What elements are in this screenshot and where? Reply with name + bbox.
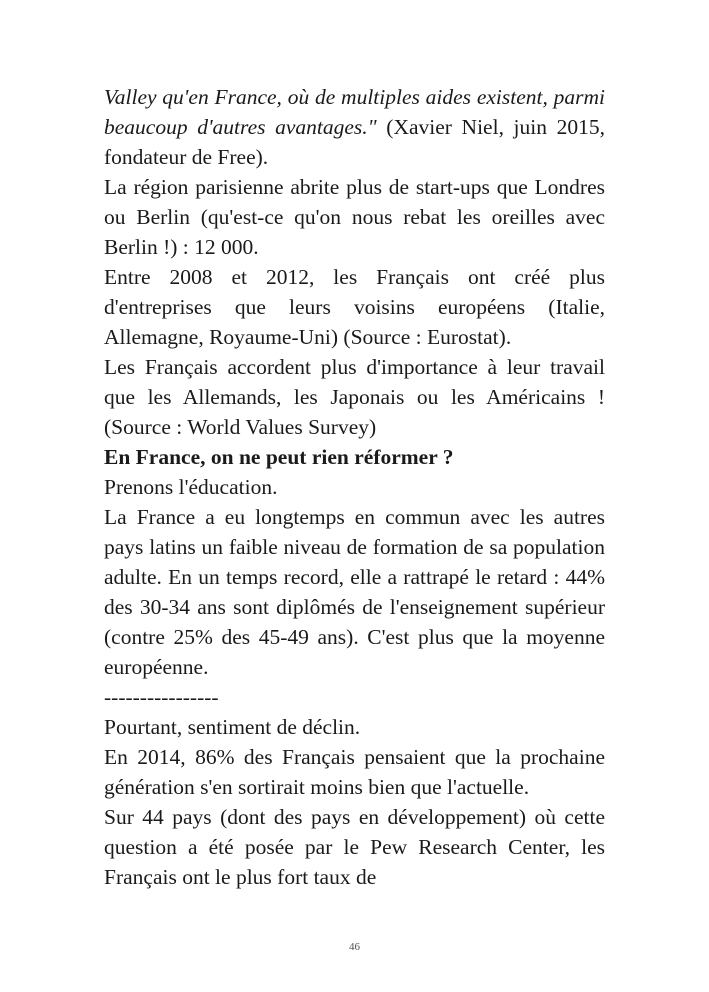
paragraph-enterprises: Entre 2008 et 2012, les Français ont créé plus d'entreprises que leurs voisins européens (Italie, Allemagne, Royaume-Uni) (Source : Eurostat).: [104, 265, 605, 349]
quote-attribution: (Xavier Niel, juin 2015, fondateur de Free).: [104, 115, 605, 169]
paragraph-education-detail: La France a eu longtemps en commun avec les autres pays latins un faible niveau de formation de sa population adulte. En un temps record, elle a rattrapé le retard : 44% des 30-34 ans sont diplômés de l'enseignement supérieur (contre 25% des 45-49 ans). C'est plus que la moyenne européenne.: [104, 505, 605, 679]
paragraph-work-values: Les Français accordent plus d'importance à leur travail que les Allemands, les Japonais ou les Américains ! (Source : World Values Survey): [104, 355, 605, 439]
paragraph-startups: La région parisienne abrite plus de start-ups que Londres ou Berlin (qu'est-ce qu'on nous rebat les oreilles avec Berlin !) : 12 000.: [104, 175, 605, 259]
section-heading: En France, on ne peut rien réformer ?: [104, 445, 454, 469]
page-number: 46: [349, 941, 360, 953]
paragraph-quote-end: [104, 82, 605, 172]
page-body: [104, 82, 605, 892]
quote-italic: Valley qu'en France, où de multiples aides existent, parmi beaucoup d'autres avantages.": [104, 85, 605, 139]
paragraph-2014-survey: En 2014, 86% des Français pensaient que la prochaine génération s'en sortirait moins bien que l'actuelle.: [104, 745, 605, 799]
paragraph-pew-research: Sur 44 pays (dont des pays en développement) où cette question a été posée par le Pew Research Center, les Français ont le plus fort taux de: [104, 805, 605, 889]
separator-line: ----------------: [104, 685, 219, 709]
paragraph-decline: Pourtant, sentiment de déclin.: [104, 715, 361, 739]
paragraph-education: Prenons l'éducation.: [104, 475, 278, 499]
